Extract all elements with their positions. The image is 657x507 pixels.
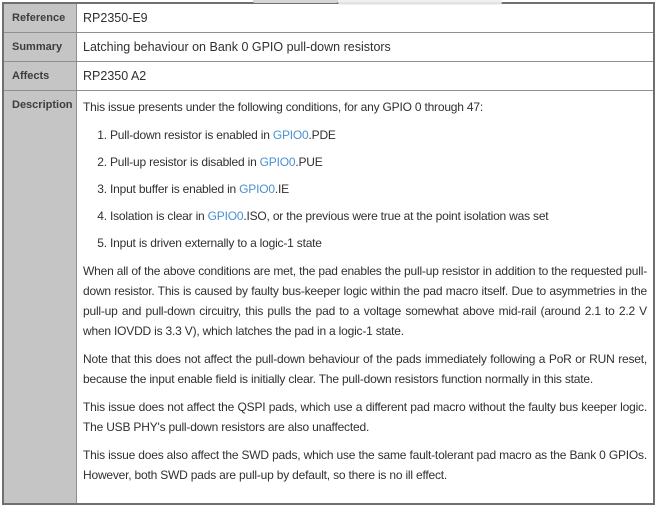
errata-table [2, 2, 655, 505]
condition-text: .PUE [295, 155, 323, 169]
description-paragraph: Note that this does not affect the pull-down behaviour of the pads immediately following a PoR or RUN reset, because the input enable field is initially clear. The pull-down resistors function normally in this state. [83, 352, 647, 386]
condition-text: Isolation is clear in [110, 209, 208, 223]
list-item [110, 152, 647, 172]
row-label-summary: Summary [4, 33, 77, 62]
row-value-reference: RP2350-E9 [77, 4, 653, 33]
condition-text: .IE [274, 182, 289, 196]
row-value-summary: Latching behaviour on Bank 0 GPIO pull-down resistors [77, 33, 653, 62]
list-item [110, 125, 647, 145]
row-label-description: Description [4, 91, 77, 503]
list-item [110, 233, 647, 253]
description-paragraph: This issue does also affect the SWD pads, which use the same fault-tolerant pad macro as the Bank 0 GPIOs. However, both SWD pads are pull-up by default, so there is no ill effect. [83, 448, 647, 482]
description-intro: This issue presents under the following conditions, for any GPIO 0 through 47: [83, 100, 483, 114]
conditions-list [83, 125, 647, 253]
condition-text: .ISO, or the previous were true at the point isolation was set [243, 209, 549, 223]
condition-text: .PDE [308, 128, 336, 142]
list-item [110, 206, 647, 226]
gpio0-register-link[interactable]: GPIO0 [259, 155, 296, 169]
description-content [77, 91, 653, 503]
condition-text: Input buffer is enabled in [110, 182, 240, 196]
list-item [110, 179, 647, 199]
gpio0-register-link[interactable]: GPIO0 [207, 209, 244, 223]
condition-text: Input is driven externally to a logic-1 state [110, 236, 322, 250]
description-paragraph: This issue does not affect the QSPI pads, which use a different pad macro without the faulty bus keeper logic. The USB PHY's pull-down resistors are also unaffected. [83, 400, 647, 434]
row-value-affects: RP2350 A2 [77, 62, 653, 91]
description-paragraph: When all of the above conditions are met, the pad enables the pull-up resistor in addition to the requested pull-down resistor. This is caused by faulty bus-keeper logic within the pad macro itself. Due to asymmetries in the pull-up and pull-down circuitry, this pulls the pad to a voltage somewhat above mid-rail (around 2.1 to 2.2 V when IOVDD is 3.3 V), which latches the pad in a logic-1 state. [83, 264, 647, 338]
condition-text: Pull-up resistor is disabled in [110, 155, 260, 169]
row-label-affects: Affects [4, 62, 77, 91]
screenshot-artifact [338, 0, 502, 5]
gpio0-register-link[interactable]: GPIO0 [272, 128, 309, 142]
gpio0-register-link[interactable]: GPIO0 [239, 182, 275, 196]
condition-text: Pull-down resistor is enabled in [110, 128, 273, 142]
row-label-reference: Reference [4, 4, 77, 33]
screenshot-artifact [253, 0, 338, 3]
